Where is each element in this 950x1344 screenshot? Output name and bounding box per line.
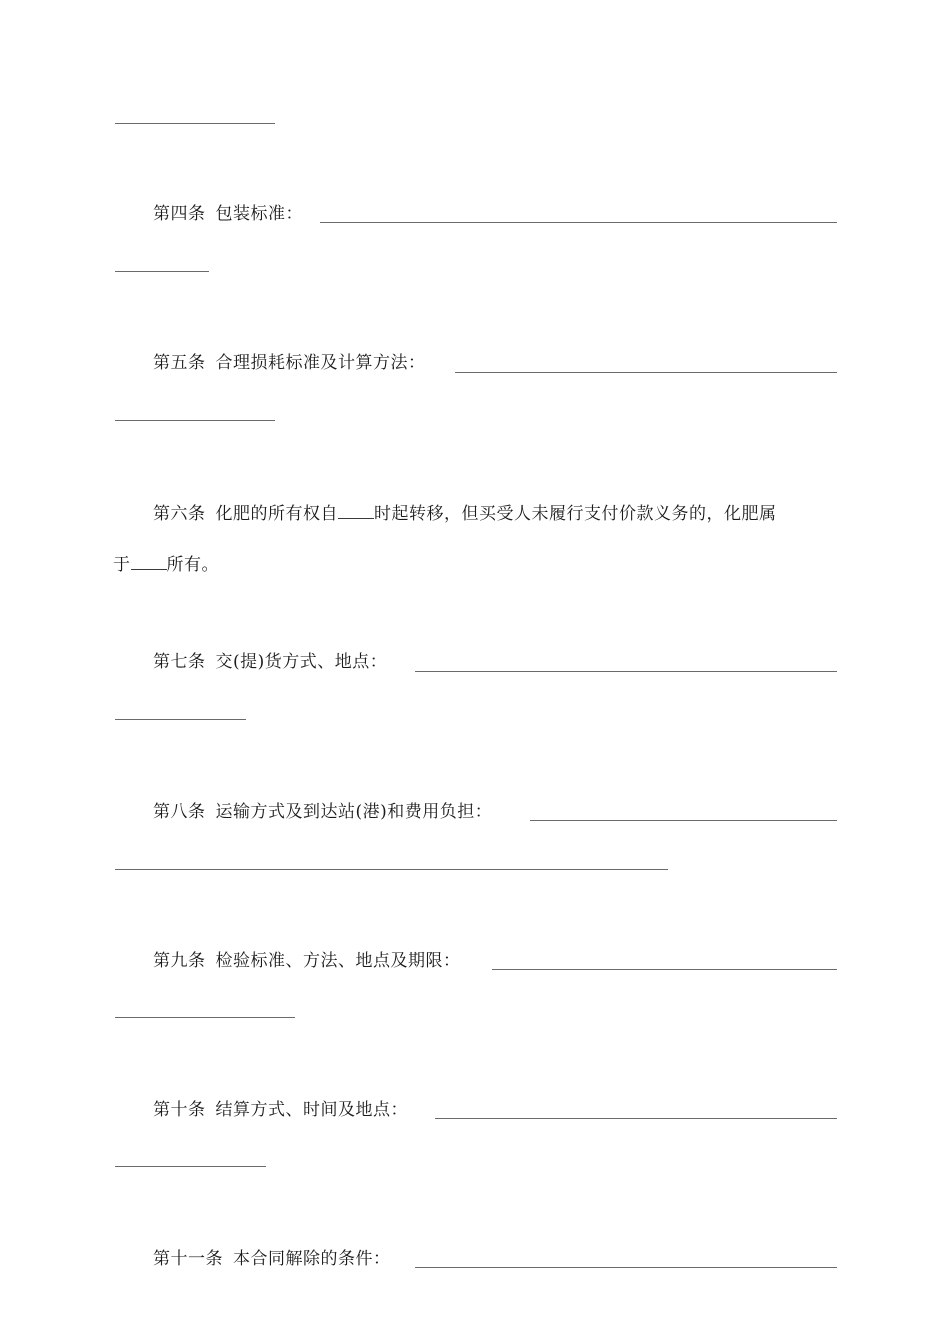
fill-line: [320, 222, 837, 223]
fill-line: [530, 820, 837, 821]
fill-line: [415, 1267, 837, 1268]
fill-line: [115, 869, 668, 870]
clause-text: 交(提)货方式、地点：: [215, 652, 388, 672]
clause-number: 第六条: [153, 504, 206, 524]
blank-field: [338, 502, 374, 519]
fill-line: [115, 420, 275, 421]
clause-text: 所有。: [166, 555, 219, 575]
clause-number: 第四条: [153, 204, 206, 224]
clause-6: [153, 502, 777, 524]
fill-line: [455, 372, 837, 373]
clause-text: 结算方式、时间及地点：: [215, 1100, 408, 1120]
clause-4: [153, 204, 303, 224]
clause-text: 运输方式及到达站(港)和费用负担：: [215, 802, 493, 822]
clause-text: 本合同解除的条件：: [233, 1249, 391, 1269]
clause-text: 化肥的所有权自: [215, 504, 338, 524]
fill-line: [492, 969, 837, 970]
fill-line: [115, 1017, 295, 1018]
fill-line: [115, 1166, 266, 1167]
clause-text: 包装标准：: [215, 204, 303, 224]
clause-number: 第十一条: [153, 1249, 223, 1269]
blank-field: [131, 553, 167, 570]
clause-number: 第九条: [153, 951, 206, 971]
clause-text: 合理损耗标准及计算方法：: [215, 353, 426, 373]
fill-line: [115, 271, 209, 272]
clause-9: [153, 951, 461, 971]
fill-line: [115, 719, 246, 720]
clause-number: 第十条: [153, 1100, 206, 1120]
clause-text: 于: [113, 555, 131, 575]
clause-5: [153, 353, 426, 373]
fill-line: [415, 671, 837, 672]
fill-line: [115, 123, 275, 124]
clause-text: 检验标准、方法、地点及期限：: [215, 951, 461, 971]
clause-6-continuation: [113, 553, 219, 575]
clause-7: [153, 652, 387, 672]
clause-8: [153, 802, 492, 822]
clause-text: 时起转移，但买受人未履行支付价款义务的，化肥属: [374, 504, 777, 524]
clause-10: [153, 1100, 408, 1120]
clause-11: [153, 1249, 391, 1269]
fill-line: [435, 1118, 837, 1119]
clause-number: 第七条: [153, 652, 206, 672]
clause-number: 第八条: [153, 802, 206, 822]
clause-number: 第五条: [153, 353, 206, 373]
